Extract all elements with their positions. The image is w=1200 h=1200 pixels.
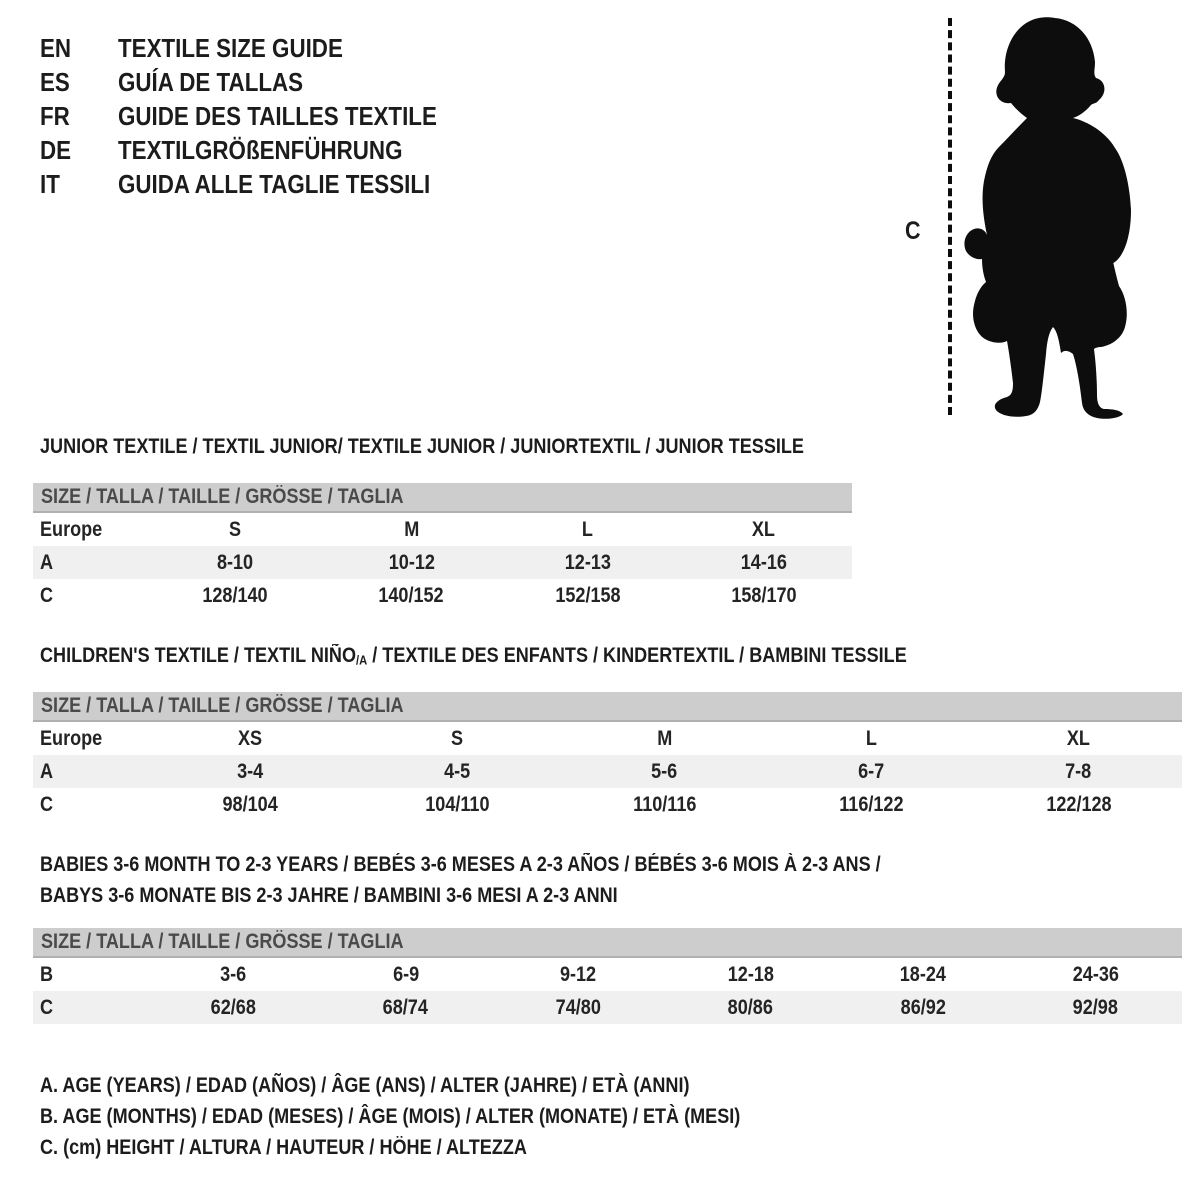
size-header-band: [33, 928, 1182, 958]
table-cell-text: 80/86: [728, 995, 774, 1019]
table-cell-text: 110/116: [632, 792, 697, 816]
table-cell: [323, 584, 499, 608]
table-cell-text: 74/80: [555, 995, 601, 1019]
table-cell: [837, 963, 1010, 987]
table-cell-text: 116/122: [839, 792, 904, 816]
lang-code: [40, 31, 118, 65]
toddler-silhouette-icon: [955, 10, 1145, 420]
table-row: [33, 958, 1182, 991]
row-label-text: Europe: [40, 726, 103, 750]
table-cell-text: XL: [1066, 726, 1091, 750]
table-cell: [147, 727, 354, 751]
table-cell: [561, 760, 768, 784]
row-label: [33, 963, 147, 987]
table-cell: [1010, 963, 1183, 987]
table-cell-text: 7-8: [1065, 759, 1092, 783]
section-title-text: CHILDREN'S TEXTILE / TEXTIL NIÑO: [40, 644, 357, 667]
section-title-text: JUNIOR TEXTILE / TEXTIL JUNIOR/ TEXTILE JUNIOR / JUNIORTEXTIL / JUNIOR TESSILE: [40, 435, 804, 458]
table-cell: [492, 963, 665, 987]
lang-title: TEXTILGRÖßENFÜHRUNG: [118, 135, 403, 165]
lang-title: GUIDE DES TAILLES TEXTILE: [118, 101, 437, 131]
table-cell-text: 4-5: [444, 759, 471, 783]
lang-code: [40, 99, 118, 133]
table-cell: [147, 996, 320, 1020]
section-title-text: BABYS 3-6 MONATE BIS 2-3 JAHRE / BAMBINI 3-6 MESI A 2-3 ANNI: [40, 884, 618, 907]
size-header-text: SIZE / TALLA / TAILLE / GRÖSSE / TAGLIA: [41, 485, 404, 508]
row-label-text: C: [40, 583, 54, 607]
table-cell: [500, 518, 676, 542]
lang-code-text: DE: [40, 135, 72, 165]
row-label: [33, 551, 147, 575]
footnote: [40, 1101, 854, 1132]
table-cell: [147, 551, 323, 575]
table-cell: [665, 996, 838, 1020]
table-cell: [354, 793, 561, 817]
table-row: [33, 755, 1182, 788]
table-cell-text: 152/158: [554, 583, 621, 607]
table-cell-text: 3-6: [220, 962, 247, 986]
footnote: [40, 1132, 854, 1163]
table-cell: [354, 727, 561, 751]
table-cell-text: 8-10: [217, 550, 254, 574]
table-cell-text: 9-12: [560, 962, 597, 986]
table-cell: [975, 793, 1182, 817]
table-cell-text: 128/140: [202, 583, 268, 607]
table-cell-text: 104/110: [425, 792, 490, 816]
table-row: [33, 513, 852, 546]
table-cell-text: 12-13: [564, 550, 611, 574]
language-title-block: [40, 31, 489, 201]
lang-code: [40, 65, 118, 99]
table-cell-text: 158/170: [731, 583, 797, 607]
table-cell: [500, 584, 676, 608]
table-cell-text: 62/68: [210, 995, 256, 1019]
table-cell-text: 122/128: [1045, 792, 1112, 816]
table-cell: [561, 727, 768, 751]
table-cell: [676, 518, 852, 542]
row-label-text: B: [40, 962, 54, 986]
table-cell-text: 92/98: [1073, 995, 1119, 1019]
table-cell-text: 86/92: [900, 995, 946, 1019]
section-title-children: [40, 643, 907, 672]
table-cell-text: 98/104: [222, 792, 279, 816]
table-cell: [323, 518, 499, 542]
measure-c-label-text: C: [905, 217, 921, 245]
table-cell: [768, 793, 975, 817]
row-label-text: A: [40, 759, 54, 783]
children-size-table: [33, 692, 1182, 821]
table-cell-text: 6-9: [392, 962, 419, 986]
lang-code-text: FR: [40, 101, 70, 131]
table-cell-text: L: [865, 726, 878, 750]
row-label: [33, 518, 147, 542]
section-title-subscript: /A: [356, 652, 368, 668]
table-cell: [768, 760, 975, 784]
size-header-text: SIZE / TALLA / TAILLE / GRÖSSE / TAGLIA: [41, 930, 404, 953]
footnote-text: B. AGE (MONTHS) / EDAD (MESES) / ÂGE (MOIS) / ALTER (MONATE) / ETÀ (MESI): [40, 1105, 741, 1128]
lang-title: GUIDA ALLE TAGLIE TESSILI: [118, 169, 431, 199]
size-header-text: SIZE / TALLA / TAILLE / GRÖSSE / TAGLIA: [41, 694, 404, 717]
table-cell: [665, 963, 838, 987]
lang-row: [40, 65, 489, 99]
table-cell-text: M: [656, 726, 673, 750]
table-cell: [320, 963, 493, 987]
table-cell-text: XS: [238, 726, 263, 750]
lang-row: [40, 31, 489, 65]
row-label-text: C: [40, 792, 54, 816]
section-title-text: BABIES 3-6 MONTH TO 2-3 YEARS / BEBÉS 3-6 MESES A 2-3 AÑOS / BÉBÉS 3-6 MOIS À 2-3 ANS /: [40, 853, 881, 876]
footnote-text: A. AGE (YEARS) / EDAD (AÑOS) / ÂGE (ANS) / ALTER (JAHRE) / ETÀ (ANNI): [40, 1074, 690, 1097]
babies-size-table: [33, 928, 1182, 1024]
row-label: [33, 584, 147, 608]
lang-title: TEXTILE SIZE GUIDE: [118, 33, 343, 63]
table-cell-text: 14-16: [740, 550, 787, 574]
table-cell-text: 5-6: [651, 759, 678, 783]
table-cell: [768, 727, 975, 751]
table-cell-text: 10-12: [388, 550, 435, 574]
row-label-text: Europe: [40, 517, 103, 541]
junior-size-table: [33, 483, 852, 612]
row-label: [33, 996, 147, 1020]
table-row: [33, 991, 1182, 1024]
table-row: [33, 546, 852, 579]
row-label-text: C: [40, 995, 54, 1019]
lang-row: [40, 99, 489, 133]
table-cell: [147, 760, 354, 784]
lang-code: [40, 167, 118, 201]
footnote: [40, 1070, 854, 1101]
table-cell: [147, 963, 320, 987]
table-cell: [147, 518, 323, 542]
row-label: [33, 727, 147, 751]
table-cell-text: 18-24: [900, 962, 947, 986]
table-cell-text: 24-36: [1072, 962, 1119, 986]
section-title-babies: [40, 849, 1018, 911]
lang-row: [40, 133, 489, 167]
row-label: [33, 760, 147, 784]
table-cell: [561, 793, 768, 817]
table-cell: [147, 793, 354, 817]
table-cell: [975, 727, 1182, 751]
table-cell: [1010, 996, 1183, 1020]
table-cell-text: XL: [752, 517, 776, 541]
table-cell: [320, 996, 493, 1020]
height-measure-dashed-line: [948, 18, 952, 415]
table-cell-text: 140/152: [378, 583, 445, 607]
table-cell-text: M: [403, 517, 419, 541]
table-cell: [676, 584, 852, 608]
measure-c-label: [905, 217, 923, 246]
row-label-text: A: [40, 550, 54, 574]
table-cell: [354, 760, 561, 784]
table-cell: [500, 551, 676, 575]
lang-code-text: EN: [40, 33, 72, 63]
lang-title: GUÍA DE TALLAS: [118, 67, 304, 97]
table-cell: [975, 760, 1182, 784]
lang-row: [40, 167, 489, 201]
table-cell: [492, 996, 665, 1020]
table-cell: [147, 584, 323, 608]
lang-code-text: IT: [40, 169, 60, 199]
table-cell: [676, 551, 852, 575]
size-header-band: [33, 692, 1182, 722]
table-cell-text: 68/74: [383, 995, 429, 1019]
table-cell-text: S: [451, 726, 464, 750]
table-cell-text: 12-18: [727, 962, 774, 986]
table-cell: [837, 996, 1010, 1020]
table-cell-text: 6-7: [858, 759, 885, 783]
row-label: [33, 793, 147, 817]
table-cell-text: L: [582, 517, 594, 541]
section-title-junior: [40, 434, 928, 459]
lang-code: [40, 133, 118, 167]
table-row: [33, 722, 1182, 755]
table-cell-text: 3-4: [237, 759, 264, 783]
footnotes: [40, 1070, 854, 1163]
table-cell-text: S: [229, 517, 242, 541]
section-title-text: / TEXTILE DES ENFANTS / KINDERTEXTIL / BAMBINI TESSILE: [367, 644, 907, 667]
size-header-band: [33, 483, 852, 513]
footnote-text: C. (cm) HEIGHT / ALTURA / HAUTEUR / HÖHE / ALTEZZA: [40, 1136, 527, 1159]
lang-code-text: ES: [40, 67, 70, 97]
table-row: [33, 788, 1182, 821]
table-cell: [323, 551, 499, 575]
table-row: [33, 579, 852, 612]
